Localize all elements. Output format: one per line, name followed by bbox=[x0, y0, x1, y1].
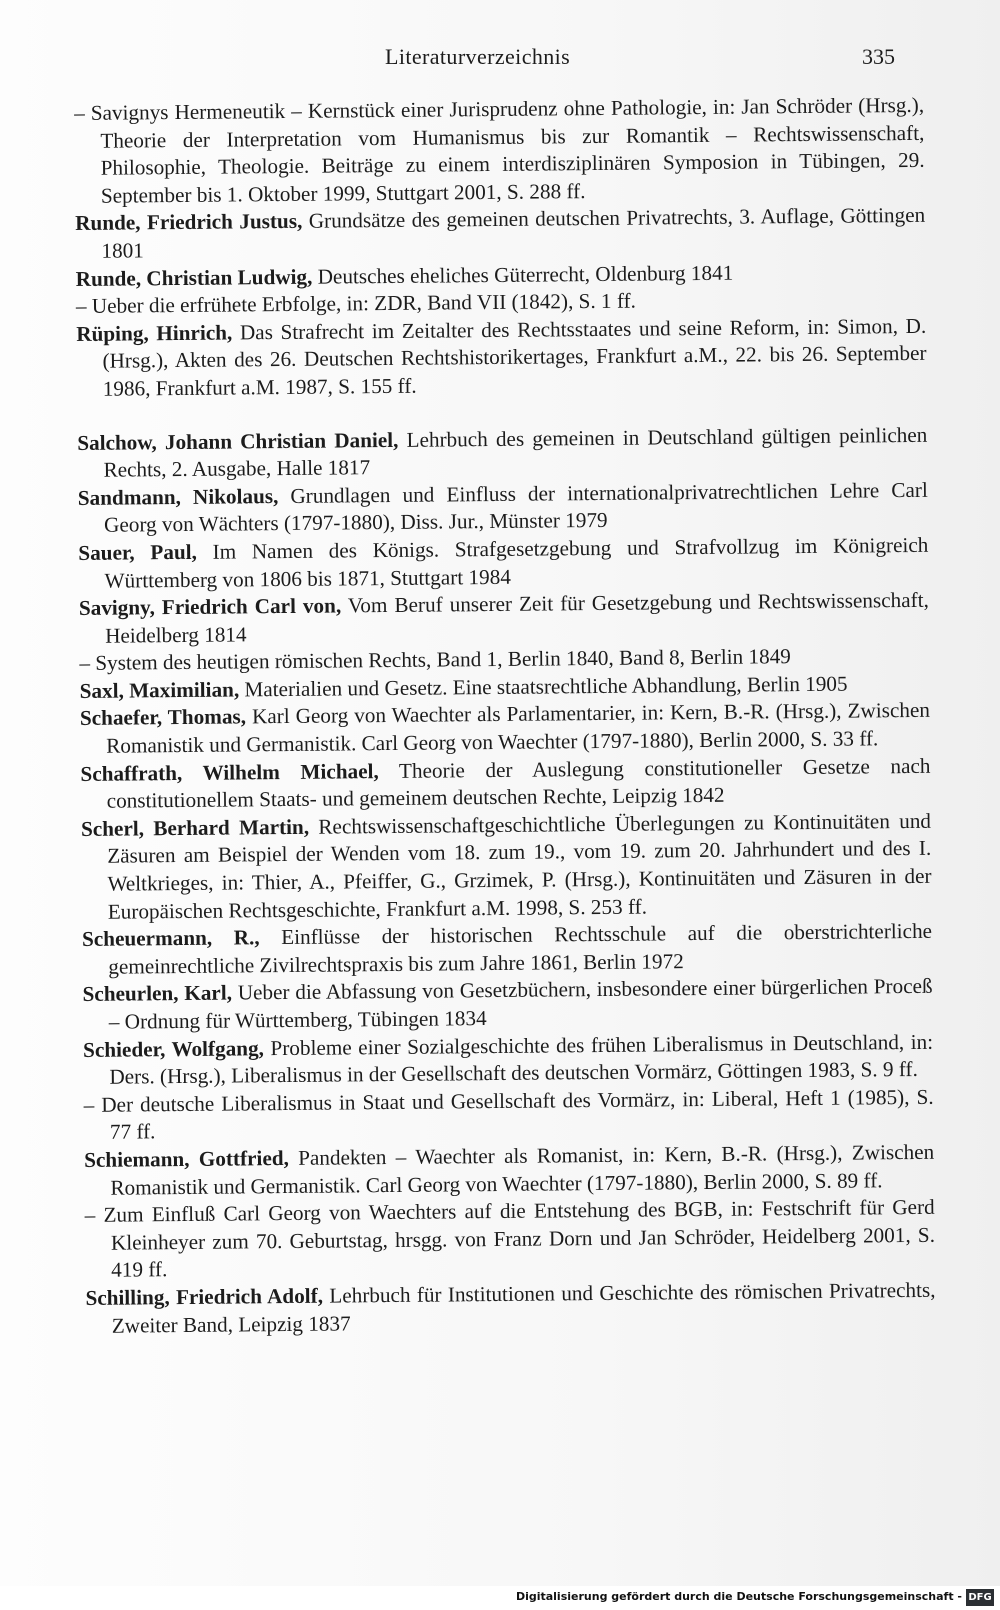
entry-author: Saxl, Maximilian, bbox=[79, 677, 240, 703]
entry-text: – Ueber die erfrühete Erbfolge, in: ZDR, Band VII (1842), S. 1 ff. bbox=[75, 288, 637, 319]
bibliography-entry bbox=[78, 477, 928, 540]
bibliography-entry bbox=[80, 752, 930, 815]
entry-text: Lehrbuch für Institutionen und Geschichte des römischen Privatrechts, Zweiter Band, Leipzig 1837 bbox=[111, 1277, 936, 1338]
entry-text: – Zum Einfluß Carl Georg von Waechters auf die Entstehung des BGB, in: Festschrift für Gerd Kleinheyer zum 70. Geburtstag, hrsgg. von Franz Dorn und Jan Schröder, Heidelberg 2001, S. 419 ff. bbox=[84, 1194, 936, 1283]
bibliography-entry bbox=[85, 1277, 935, 1340]
entry-text: Vom Beruf unserer Zeit für Gesetzgebung und Rechtswissenschaft, Heidelberg 1814 bbox=[105, 587, 929, 648]
entry-author: Runde, Christian Ludwig, bbox=[75, 264, 313, 291]
bibliography-entry bbox=[76, 313, 927, 404]
entry-text: Einflüsse der historischen Rechtsschule auf die oberstrichterliche gemeinrechtliche Zivilrechtspraxis bis zum Jahre 1861, Berlin 1972 bbox=[108, 919, 933, 979]
entry-author: Runde, Friedrich Justus, bbox=[75, 209, 303, 236]
page-number: 335 bbox=[862, 44, 895, 69]
entry-text: Das Strafrecht im Zeitalter des Rechtsstaates und seine Reform, in: Simon, D. (Hrsg.), Akten des 26. Deutschen Rechtshistorikertages, Frankfurt a.M., 22. bis 26. September 1986, Frankfurt a.M. 1987, S. 155 ff. bbox=[102, 313, 927, 401]
entry-author: Sauer, Paul, bbox=[78, 539, 197, 565]
bibliography-entry bbox=[80, 697, 930, 760]
entry-text: Rechtswissenschaftgeschichtliche Überlegungen zu Kontinuitäten und Zäsuren am Beispiel der Wenden vom 18. zum 19., vom 19. zum 20. Jahrhundert und des I. Weltkrieges, in: Thier, A., Pfeiffer, G., Grzimek, P. (Hrsg.), Kontinuitäten und Zäsuren in der Europäischen Rechtsgeschichte, Frankfurt a.M. 1998, S. 253 ff. bbox=[107, 808, 932, 924]
entry-text: – System des heutigen römischen Rechts, Band 1, Berlin 1840, Band 8, Berlin 1849 bbox=[79, 644, 791, 676]
bibliography-entry bbox=[84, 1139, 934, 1202]
bibliography-entry bbox=[82, 918, 932, 981]
bibliography-entry bbox=[78, 532, 928, 595]
entry-text: Im Namen des Königs. Strafgesetzgebung und Strafvollzug im Königreich Württemberg von 1806 bis 1871, Stuttgart 1984 bbox=[104, 532, 929, 593]
entry-author: Schieder, Wolfgang, bbox=[83, 1035, 265, 1062]
entry-text: – Savignys Hermeneutik – Kernstück einer Jurisprudenz ohne Pathologie, in: Jan Schröder (Hrsg.), Theorie der Interpretation vom Humanismus bis zur Romantik – Rechtswissenschaft, Philosophie, Theologie. Beiträge zu einem interdisziplinären Symposion in Tübingen, 29. September bis 1. Oktober 1999, Stuttgart 2001, S. 288 ff. bbox=[74, 92, 925, 208]
bibliography-list bbox=[74, 92, 936, 1340]
entry-text: – Der deutsche Liberalismus in Staat und Gesellschaft des Vormärz, in: Liberal, Heft 1 (1985), S. 77 ff. bbox=[83, 1084, 934, 1145]
entry-author: Schaefer, Thomas, bbox=[79, 704, 247, 731]
entry-text: Materialien und Gesetz. Eine staatsrechtliche Abhandlung, Berlin 1905 bbox=[239, 671, 848, 702]
entry-text: Ueber die Abfassung von Gesetzbüchern, insbesondere einer bürgerlichen Proceß – Ordnung für Württemberg, Tübingen 1834 bbox=[108, 974, 933, 1034]
running-title: Literaturverzeichnis bbox=[385, 44, 571, 69]
entry-text: Grundlagen und Einfluss der internationalprivatrechtlichen Lehre Carl Georg von Wächters (1797-1880), Diss. Jur., Münster 1979 bbox=[103, 477, 928, 538]
bibliography-entry bbox=[83, 1028, 933, 1091]
entry-author: Scheurlen, Karl, bbox=[82, 980, 233, 1007]
entry-text: Theorie der Auslegung constitutioneller Gesetze nach constitutionellem Staats- und gemeinem deutschen Rechte, Leipzig 1842 bbox=[106, 753, 931, 813]
entry-author: Scherl, Berhard Martin, bbox=[80, 814, 310, 841]
bibliography-entry bbox=[85, 1194, 936, 1285]
entry-author: Rüping, Hinrich, bbox=[76, 320, 233, 346]
entry-text: Pandekten – Waechter als Romanist, in: Kern, B.-R. (Hrsg.), Zwischen Romanistik und Germanistik. Carl Georg von Waechter (1797-1880), Berlin 2000, S. 89 ff. bbox=[110, 1139, 935, 1200]
dfg-logo: DFG bbox=[966, 1589, 994, 1606]
entry-author: Sandmann, Nikolaus, bbox=[77, 483, 279, 510]
bibliography-entry bbox=[75, 202, 925, 265]
bibliography-entry bbox=[81, 808, 932, 927]
entry-author: Schaffrath, Wilhelm Michael, bbox=[80, 758, 379, 786]
entry-text: Probleme einer Sozialgeschichte des frühen Liberalismus in Deutschland, in: Ders. (Hrsg.), Liberalismus in der Gesellschaft des deutschen Vormärz, Göttingen 1983, S. 9 ff. bbox=[109, 1029, 934, 1089]
bibliography-entry bbox=[79, 587, 929, 650]
entry-author: Schilling, Friedrich Adolf, bbox=[85, 1283, 324, 1310]
bibliography-entry bbox=[84, 1084, 934, 1147]
bibliography-entry bbox=[77, 421, 927, 484]
bibliography-entry bbox=[82, 973, 932, 1036]
entry-author: Schiemann, Gottfried, bbox=[84, 1145, 289, 1172]
funding-credit: Digitalisierung gefördert durch die Deutsche Forschungsgemeinschaft - bbox=[515, 1590, 962, 1603]
entry-text: Lehrbuch des gemeinen in Deutschland gültigen peinlichen Rechts, 2. Ausgabe, Halle 1817 bbox=[103, 422, 928, 482]
bibliography-entry bbox=[74, 92, 925, 211]
entry-author: Salchow, Johann Christian Daniel, bbox=[77, 427, 399, 455]
entry-author: Savigny, Friedrich Carl von, bbox=[78, 593, 342, 621]
digitization-footer bbox=[0, 1586, 1000, 1610]
entry-text: Grundsätze des gemeinen deutschen Privatrechts, 3. Auflage, Göttingen 1801 bbox=[101, 203, 926, 263]
running-header bbox=[0, 44, 1000, 76]
entry-text: Karl Georg von Waechter als Parlamentarier, in: Kern, B.-R. (Hrsg.), Zwischen Romanistik und Germanistik. Carl Georg von Waechter (1797-1880), Berlin 2000, S. 33 ff. bbox=[106, 698, 931, 758]
entry-text: Deutsches eheliches Güterrecht, Oldenburg 1841 bbox=[312, 260, 734, 289]
entry-author: Scheuermann, R., bbox=[81, 925, 260, 952]
